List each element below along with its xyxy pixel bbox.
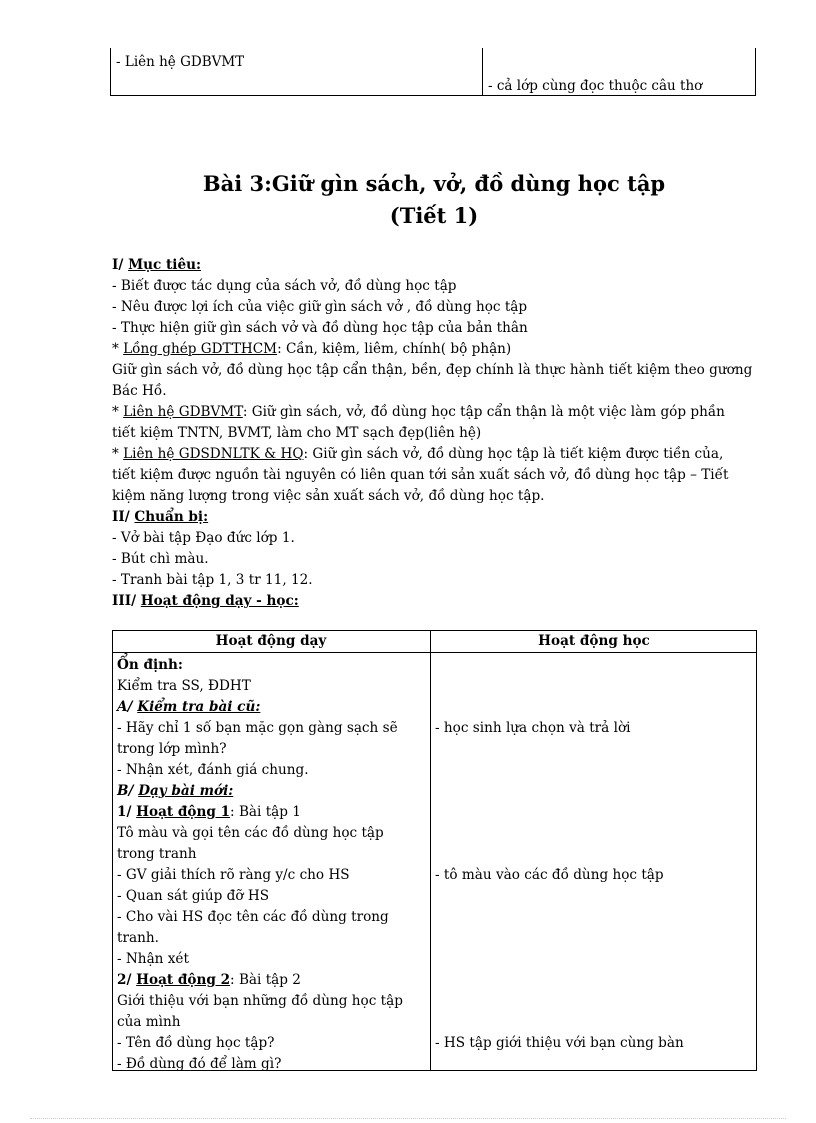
student-line: - học sinh lựa chọn và trả lời xyxy=(435,720,631,736)
integration-text-line: kiệm năng lượng trong việc sản xuất sách vở, đồ dùng học tập. xyxy=(112,488,545,504)
integration-ho-chi-minh: * Lồng ghép GDTTHCM: Cần, kiệm, liêm, chính( bộ phận) xyxy=(112,341,512,357)
integration-text-line: tiết kiệm được nguồn tài nguyên có liên quan tới sản xuất sách vở, đồ dùng học tập – Tiết xyxy=(112,467,729,483)
teacher-column xyxy=(117,655,425,1075)
activity-table-header-rule xyxy=(112,652,757,653)
table-border-right xyxy=(755,48,756,96)
table-cell-right: - cả lớp cùng đọc thuộc câu thơ xyxy=(488,78,703,94)
table-border-middle xyxy=(482,48,483,96)
teacher-line: - Đồ dùng đó để làm gì? xyxy=(117,1056,282,1072)
teacher-line: - Tên đồ dùng học tập? xyxy=(117,1035,275,1051)
previous-lesson-table-fragment xyxy=(110,48,756,96)
column-header-teacher: Hoạt động dạy xyxy=(215,633,327,649)
student-line: - HS tập giới thiệu với bạn cùng bàn xyxy=(435,1035,684,1051)
objectives-heading xyxy=(112,255,752,276)
integration-text: : Giữ gìn sách vở, đồ dùng học tập là tiết kiệm được tiền của, xyxy=(303,446,724,462)
student-line: - tô màu vào các đồ dùng học tập xyxy=(435,867,664,883)
activities-label: Hoạt động dạy - học: xyxy=(140,593,299,609)
activities-heading xyxy=(112,591,752,612)
preparation-prefix: II/ xyxy=(112,509,135,525)
integration-text-line: tiết kiệm TNTN, BVMT, làm cho MT sạch đẹp(liên hệ) xyxy=(112,425,482,441)
activity-1-heading xyxy=(117,802,425,823)
preparation-item: - Bút chì màu. xyxy=(112,551,209,567)
activity-1-rest: : Bài tập 1 xyxy=(230,804,301,820)
preparation-item: - Vở bài tập Đạo đức lớp 1. xyxy=(112,530,295,546)
section-a-label: Kiểm tra bài cũ: xyxy=(137,699,261,715)
section-a-prefix: A/ xyxy=(117,699,138,715)
preparation-item: - Tranh bài tập 1, 3 tr 11, 12. xyxy=(112,572,313,588)
teacher-line: - Nhận xét xyxy=(117,951,189,967)
activity-2-label: Hoạt động 2 xyxy=(136,972,231,988)
integration-text: : Cần, kiệm, liêm, chính( bộ phận) xyxy=(277,341,512,357)
objective-item: - Biết được tác dụng của sách vở, đồ dùng học tập xyxy=(112,278,457,294)
objective-item: - Nêu được lợi ích của việc giữ gìn sách vở , đồ dùng học tập xyxy=(112,299,528,315)
activities-prefix: III/ xyxy=(112,593,141,609)
integration-text-line: Giữ gìn sách vở, đồ dùng học tập cẩn thận, bền, đẹp chính là thực hành tiết kiệm theo gương xyxy=(112,362,753,378)
teacher-line: trong tranh xyxy=(117,846,197,862)
activity-2-prefix: 2/ xyxy=(117,972,137,988)
section-b-prefix: B/ xyxy=(117,783,139,799)
page-edge-divider xyxy=(30,1118,786,1119)
integration-label: Liên hệ GDSDNLTK & HQ xyxy=(123,446,304,462)
teacher-line: của mình xyxy=(117,1014,181,1030)
teacher-line: Tô màu và gọi tên các đồ dùng học tập xyxy=(117,825,384,841)
preparation-heading xyxy=(112,507,752,528)
objective-item: - Thực hiện giữ gìn sách vở và đồ dùng học tập của bản thân xyxy=(112,320,528,336)
preparation-label: Chuẩn bị: xyxy=(134,509,209,525)
integration-energy: * Liên hệ GDSDNLTK & HQ: Giữ gìn sách vở, đồ dùng học tập là tiết kiệm được tiền của, xyxy=(112,446,724,462)
objectives-label: Mục tiêu: xyxy=(128,257,201,273)
table-border-bottom xyxy=(110,95,756,96)
activity-2-heading xyxy=(117,970,425,991)
integration-label: Lồng ghép GDTTHCM xyxy=(123,341,278,357)
teacher-line: Kiểm tra SS, ĐDHT xyxy=(117,678,251,694)
teacher-line: - Nhận xét, đánh giá chung. xyxy=(117,762,309,778)
activity-table-divider xyxy=(430,630,431,1070)
lesson-body xyxy=(112,255,752,612)
section-b-heading xyxy=(117,781,425,802)
column-header-student: Hoạt động học xyxy=(538,633,650,649)
stabilize-heading: Ổn định: xyxy=(117,657,183,673)
teacher-line: - Quan sát giúp đỡ HS xyxy=(117,888,270,904)
section-b-label: Dạy bài mới: xyxy=(138,783,234,799)
teacher-line: - GV giải thích rõ ràng y/c cho HS xyxy=(117,867,350,883)
integration-environment: * Liên hệ GDBVMT: Giữ gìn sách, vở, đồ dùng học tập cẩn thận là một việc làm góp phần xyxy=(112,404,725,420)
integration-text: : Giữ gìn sách, vở, đồ dùng học tập cẩn thận là một việc làm góp phần xyxy=(242,404,725,420)
integration-text-line: Bác Hồ. xyxy=(112,383,167,399)
integration-label: Liên hệ GDBVMT xyxy=(123,404,243,420)
teacher-line: - Cho vài HS đọc tên các đồ dùng trong xyxy=(117,909,389,925)
table-border-left xyxy=(110,48,111,96)
table-cell-left: - Liên hệ GDBVMT xyxy=(116,54,245,70)
activity-2-rest: : Bài tập 2 xyxy=(230,972,301,988)
teacher-line: tranh. xyxy=(117,930,159,946)
section-a-heading xyxy=(117,697,425,718)
objectives-prefix: I/ xyxy=(112,257,129,273)
lesson-title: Bài 3:Giữ gìn sách, vở, đồ dùng học tập xyxy=(202,171,666,196)
teacher-line: - Hãy chỉ 1 số bạn mặc gọn gàng sạch sẽ xyxy=(117,720,398,736)
lesson-period: (Tiết 1) xyxy=(389,203,479,228)
teacher-line: trong lớp mình? xyxy=(117,741,227,757)
activity-1-prefix: 1/ xyxy=(117,804,137,820)
teacher-line: Giới thiệu với bạn những đồ dùng học tập xyxy=(117,993,403,1009)
activity-1-label: Hoạt động 1 xyxy=(136,804,231,820)
